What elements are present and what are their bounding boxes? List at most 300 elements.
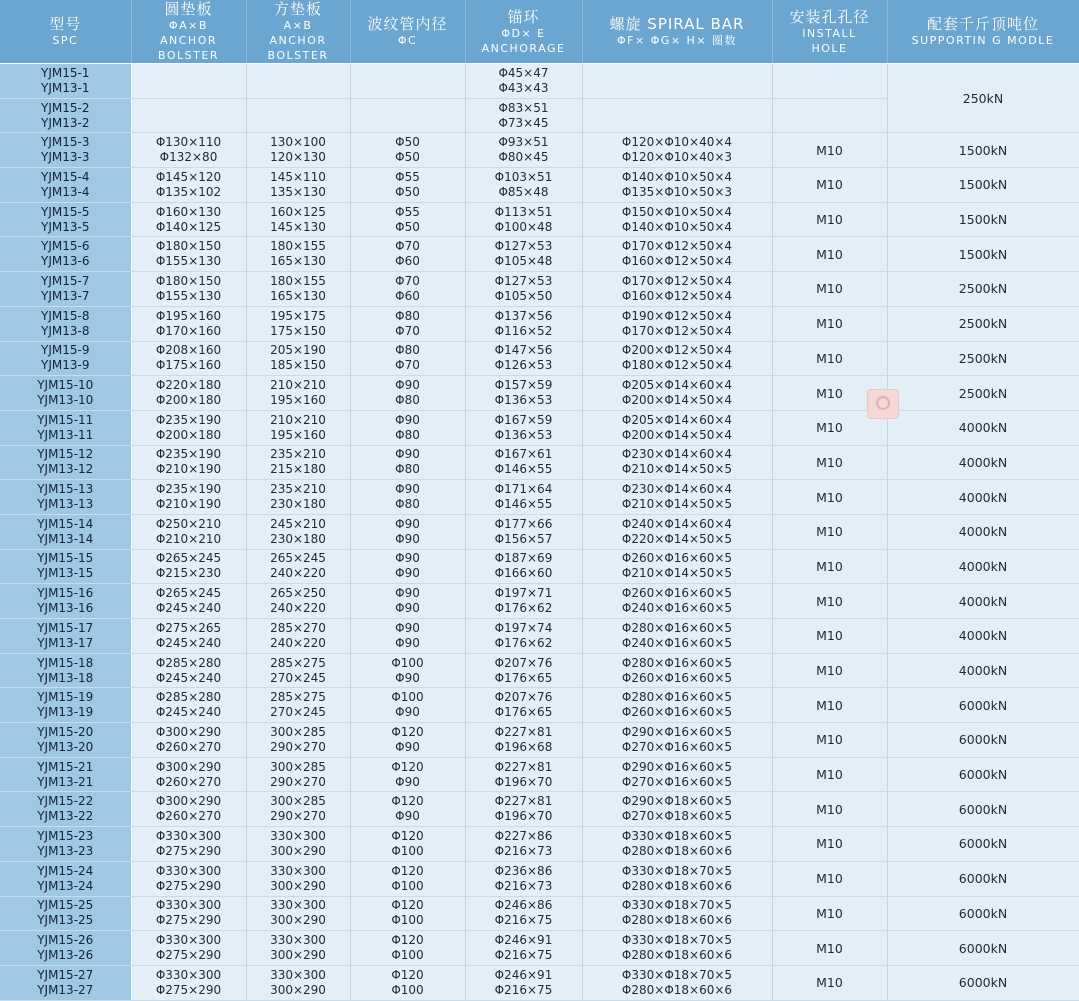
- header-round-plate-formula: ΦA×B: [169, 19, 208, 32]
- cell-round-plate: [131, 445, 246, 480]
- cell-square-plate-line: 300×290: [270, 878, 326, 893]
- cell-model-line: YJM15-16: [37, 586, 94, 601]
- cell-anchor-ring: [465, 861, 582, 896]
- cell-anchor-ring-line: Φ196×68: [494, 739, 553, 754]
- cell-square-plate-line: 240×220: [270, 601, 326, 616]
- cell-square-plate-line: 330×300: [270, 967, 326, 982]
- cell-jack: 1500kN: [887, 168, 1079, 203]
- cell-spiral: [582, 237, 772, 272]
- search-icon[interactable]: [867, 389, 899, 419]
- cell-model-line: YJM15-10: [37, 378, 94, 393]
- cell-duct-line: Φ60: [395, 254, 420, 269]
- cell-model-line: YJM13-25: [37, 913, 94, 928]
- cell-round-plate-line: Φ285×280: [155, 655, 222, 670]
- cell-round-plate: [131, 410, 246, 445]
- cell-model: [0, 931, 131, 966]
- cell-square-plate-line: 245×210: [270, 516, 326, 531]
- cell-model-line: YJM15-2: [41, 100, 90, 115]
- cell-square-plate-line: 265×245: [270, 551, 326, 566]
- cell-round-plate-line: Φ275×290: [155, 843, 222, 858]
- cell-round-plate-line: Φ210×210: [155, 531, 222, 546]
- cell-square-plate-line: 300×290: [270, 913, 326, 928]
- cell-duct: [350, 133, 465, 168]
- header-round-plate-cn: 圆垫板: [164, 0, 213, 18]
- cell-spiral-line: Φ330×Φ18×70×5: [621, 933, 733, 948]
- cell-anchor-ring-line: Φ227×86: [494, 828, 553, 843]
- cell-jack: 2500kN: [887, 376, 1079, 411]
- cell-anchor-ring-line: Φ176×65: [494, 670, 553, 685]
- cell-jack: 6000kN: [887, 827, 1079, 862]
- cell-anchor-ring-line: Φ83×51: [498, 100, 549, 115]
- header-anchor-ring-en: ANCHORAGE: [481, 41, 566, 55]
- cell-model: [0, 514, 131, 549]
- cell-square-plate-line: 290×270: [270, 809, 326, 824]
- cell-model: [0, 237, 131, 272]
- cell-square-plate-line: 330×300: [270, 898, 326, 913]
- cell-round-plate: [131, 376, 246, 411]
- cell-round-plate-line: Φ245×240: [155, 670, 222, 685]
- cell-round-plate-line: Φ275×290: [155, 948, 222, 963]
- cell-duct-line: Φ50: [395, 135, 420, 150]
- cell-duct-line: Φ80: [395, 308, 420, 323]
- cell-spiral: [582, 202, 772, 237]
- cell-model: [0, 168, 131, 203]
- cell-install-hole: M10: [772, 306, 887, 341]
- cell-duct: [350, 376, 465, 411]
- cell-duct: [350, 653, 465, 688]
- cell-duct-line: Φ120: [391, 933, 424, 948]
- cell-duct-line: Φ80: [395, 462, 420, 477]
- cell-duct-line: Φ100: [391, 690, 424, 705]
- cell-spiral-line: Φ330×Φ18×70×5: [621, 863, 733, 878]
- header-duct-cn: 波纹管内径: [367, 15, 448, 33]
- cell-duct: [350, 410, 465, 445]
- cell-spiral: [582, 133, 772, 168]
- cell-duct-line: Φ90: [395, 670, 420, 685]
- table-row: [0, 306, 1079, 341]
- cell-round-plate-line: Φ180×150: [155, 239, 222, 254]
- cell-jack: 4000kN: [887, 514, 1079, 549]
- cell-spiral-line: Φ205×Φ14×60×4: [621, 412, 733, 427]
- cell-install-hole: M10: [772, 723, 887, 758]
- cell-jack: 4000kN: [887, 653, 1079, 688]
- cell-jack: 6000kN: [887, 792, 1079, 827]
- cell-install-hole: M10: [772, 896, 887, 931]
- cell-square-plate-line: 180×155: [270, 239, 326, 254]
- cell-round-plate-line: Φ245×240: [155, 705, 222, 720]
- cell-round-plate: [131, 549, 246, 584]
- cell-model-line: YJM15-27: [37, 967, 94, 982]
- cell-square-plate-line: 205×190: [270, 343, 326, 358]
- cell-anchor-ring: [465, 931, 582, 966]
- cell-anchor-ring-line: Φ116×52: [494, 323, 553, 338]
- cell-model-line: YJM13-2: [41, 115, 90, 130]
- header-anchor-ring: [465, 0, 582, 64]
- cell-jack: 4000kN: [887, 445, 1079, 480]
- table-row: [0, 168, 1079, 203]
- cell-square-plate: [246, 272, 350, 307]
- cell-model-line: YJM15-13: [37, 482, 94, 497]
- cell-install-hole: M10: [772, 827, 887, 862]
- cell-duct-line: Φ60: [395, 288, 420, 303]
- cell-spiral-line: Φ200×Φ14×50×4: [621, 427, 733, 442]
- cell-duct: [350, 792, 465, 827]
- cell-model: [0, 64, 131, 99]
- cell-square-plate: [246, 792, 350, 827]
- cell-install-hole: M10: [772, 514, 887, 549]
- cell-install-hole: M10: [772, 480, 887, 515]
- cell-round-plate: [131, 861, 246, 896]
- cell-anchor-ring-line: Φ171×64: [494, 482, 553, 497]
- cell-spiral-line: Φ230×Φ14×60×4: [621, 482, 733, 497]
- cell-duct-line: Φ90: [395, 531, 420, 546]
- cell-duct-line: Φ80: [395, 343, 420, 358]
- cell-anchor-ring-line: Φ113×51: [494, 204, 553, 219]
- cell-install-hole: M10: [772, 584, 887, 619]
- cell-round-plate-line: Φ135×102: [155, 184, 222, 199]
- cell-square-plate-line: 285×275: [270, 690, 326, 705]
- cell-install-hole: M10: [772, 376, 887, 411]
- cell-spiral: [582, 653, 772, 688]
- cell-jack: 1500kN: [887, 202, 1079, 237]
- cell-model-line: YJM13-21: [37, 774, 94, 789]
- cell-spiral-line: Φ200×Φ14×50×4: [621, 393, 733, 408]
- cell-spiral-line: Φ140×Φ10×50×4: [621, 219, 733, 234]
- cell-model-line: YJM15-7: [41, 273, 90, 288]
- header-square-plate-formula: A×B: [283, 19, 313, 32]
- cell-spiral-line: Φ330×Φ18×70×5: [621, 898, 733, 913]
- cell-jack: 250kN: [887, 64, 1079, 133]
- header-install-hole: [772, 0, 887, 64]
- cell-spiral-line: Φ290×Φ16×60×5: [621, 724, 733, 739]
- header-spiral: [582, 0, 772, 64]
- cell-duct: [350, 306, 465, 341]
- cell-duct-line: Φ100: [391, 948, 424, 963]
- header-jack-en: SUPPORTIN G MODLE: [911, 34, 1055, 47]
- cell-model-line: YJM13-9: [41, 358, 90, 373]
- cell-duct-line: Φ80: [395, 497, 420, 512]
- cell-spiral-line: Φ260×Φ16×60×5: [621, 551, 733, 566]
- cell-square-plate-line: 330×300: [270, 933, 326, 948]
- cell-square-plate: [246, 306, 350, 341]
- cell-square-plate: [246, 202, 350, 237]
- table-row: [0, 514, 1079, 549]
- cell-square-plate: [246, 896, 350, 931]
- cell-square-plate: [246, 619, 350, 654]
- cell-spiral-line: Φ200×Φ12×50×4: [621, 343, 733, 358]
- cell-duct: [350, 896, 465, 931]
- cell-duct: [350, 965, 465, 1000]
- cell-anchor-ring-line: Φ147×56: [494, 343, 553, 358]
- cell-duct-line: Φ70: [395, 239, 420, 254]
- cell-round-plate-line: Φ250×210: [155, 516, 222, 531]
- cell-round-plate-line: Φ200×180: [155, 427, 222, 442]
- cell-model: [0, 792, 131, 827]
- cell-model: [0, 98, 131, 133]
- cell-round-plate-line: Φ260×270: [155, 774, 222, 789]
- cell-round-plate-line: Φ235×190: [155, 447, 222, 462]
- table-row: [0, 827, 1079, 862]
- cell-duct-line: Φ90: [395, 516, 420, 531]
- cell-anchor-ring-line: Φ80×45: [498, 150, 549, 165]
- cell-square-plate: [246, 653, 350, 688]
- cell-round-plate: [131, 202, 246, 237]
- cell-anchor-ring-line: Φ207×76: [494, 655, 553, 670]
- cell-square-plate-line: 330×300: [270, 828, 326, 843]
- cell-square-plate-line: 290×270: [270, 774, 326, 789]
- cell-jack: 6000kN: [887, 931, 1079, 966]
- cell-duct-line: Φ90: [395, 551, 420, 566]
- table-row: [0, 896, 1079, 931]
- cell-round-plate-line: Φ300×290: [155, 724, 222, 739]
- cell-spiral-line: Φ140×Φ10×50×4: [621, 169, 733, 184]
- cell-round-plate-line: Φ265×245: [155, 586, 222, 601]
- cell-duct-line: Φ55: [395, 204, 420, 219]
- cell-anchor-ring: [465, 688, 582, 723]
- cell-model: [0, 410, 131, 445]
- cell-jack: 4000kN: [887, 584, 1079, 619]
- cell-round-plate-line: Φ220×180: [155, 378, 222, 393]
- cell-duct: [350, 202, 465, 237]
- cell-anchor-ring-line: Φ85×48: [498, 184, 549, 199]
- cell-anchor-ring: [465, 480, 582, 515]
- cell-model-line: YJM15-23: [37, 828, 94, 843]
- cell-duct: [350, 98, 465, 133]
- cell-duct-line: Φ90: [395, 774, 420, 789]
- cell-square-plate-line: 300×285: [270, 724, 326, 739]
- cell-round-plate-line: Φ210×190: [155, 497, 222, 512]
- cell-spiral-line: Φ280×Φ16×60×5: [621, 655, 733, 670]
- cell-model-line: YJM13-10: [37, 393, 94, 408]
- cell-duct-line: Φ90: [395, 482, 420, 497]
- cell-model-line: YJM13-23: [37, 843, 94, 858]
- cell-model: [0, 133, 131, 168]
- cell-model-line: YJM15-11: [37, 412, 94, 427]
- cell-spiral-line: Φ160×Φ12×50×4: [621, 288, 733, 303]
- cell-spiral-line: Φ270×Φ18×60×5: [621, 809, 733, 824]
- header-model: [0, 0, 131, 64]
- cell-anchor-ring-line: Φ126×53: [494, 358, 553, 373]
- cell-square-plate-line: 215×180: [270, 462, 326, 477]
- table-row: [0, 202, 1079, 237]
- header-jack-cn: 配套千斤顶吨位: [926, 15, 1039, 33]
- cell-model-line: YJM15-14: [37, 516, 94, 531]
- header-square-plate-en2: BOLSTER: [267, 49, 329, 62]
- cell-model-line: YJM15-12: [37, 447, 94, 462]
- cell-duct-line: Φ120: [391, 759, 424, 774]
- cell-spiral-line: Φ205×Φ14×60×4: [621, 378, 733, 393]
- cell-round-plate-line: Φ330×300: [155, 933, 222, 948]
- cell-install-hole: M10: [772, 410, 887, 445]
- header-duct-en: ΦC: [397, 34, 418, 47]
- cell-square-plate-line: 230×180: [270, 497, 326, 512]
- cell-round-plate: [131, 168, 246, 203]
- cell-anchor-ring: [465, 619, 582, 654]
- cell-round-plate-line: Φ245×240: [155, 601, 222, 616]
- cell-round-plate-line: Φ260×270: [155, 809, 222, 824]
- cell-duct: [350, 64, 465, 99]
- cell-model: [0, 584, 131, 619]
- cell-square-plate: [246, 341, 350, 376]
- cell-anchor-ring-line: Φ197×74: [494, 620, 553, 635]
- cell-jack: 2500kN: [887, 341, 1079, 376]
- cell-round-plate-line: Φ155×130: [155, 254, 222, 269]
- cell-duct: [350, 237, 465, 272]
- cell-anchor-ring-line: Φ216×73: [494, 878, 553, 893]
- cell-square-plate-line: 180×155: [270, 273, 326, 288]
- cell-square-plate: [246, 133, 350, 168]
- cell-spiral: [582, 549, 772, 584]
- cell-model-line: YJM15-1: [41, 65, 90, 80]
- cell-install-hole: M10: [772, 549, 887, 584]
- cell-model-line: YJM13-1: [41, 80, 90, 95]
- table-row: [0, 931, 1079, 966]
- cell-square-plate: [246, 376, 350, 411]
- header-square-plate: [246, 0, 350, 64]
- cell-square-plate-line: 135×130: [270, 184, 326, 199]
- cell-duct-line: Φ50: [395, 184, 420, 199]
- cell-anchor-ring-line: Φ197×71: [494, 586, 553, 601]
- cell-spiral: [582, 688, 772, 723]
- cell-model-line: YJM13-6: [41, 254, 90, 269]
- cell-round-plate-line: Φ330×300: [155, 967, 222, 982]
- cell-install-hole: M10: [772, 133, 887, 168]
- cell-anchor-ring: [465, 168, 582, 203]
- cell-round-plate: [131, 272, 246, 307]
- cell-spiral: [582, 376, 772, 411]
- cell-round-plate-line: Φ145×120: [155, 169, 222, 184]
- cell-anchor-ring-line: Φ227×81: [494, 724, 553, 739]
- cell-model: [0, 757, 131, 792]
- cell-duct-line: Φ90: [395, 705, 420, 720]
- cell-round-plate-line: Φ275×290: [155, 982, 222, 997]
- cell-model: [0, 306, 131, 341]
- cell-round-plate: [131, 237, 246, 272]
- cell-model-line: YJM13-26: [37, 948, 94, 963]
- cell-model: [0, 445, 131, 480]
- cell-anchor-ring: [465, 202, 582, 237]
- cell-model-line: YJM13-4: [41, 184, 90, 199]
- cell-install-hole: M10: [772, 272, 887, 307]
- cell-anchor-ring-line: Φ167×59: [494, 412, 553, 427]
- cell-model: [0, 827, 131, 862]
- cell-spiral: [582, 410, 772, 445]
- cell-anchor-ring-line: Φ156×57: [494, 531, 553, 546]
- cell-square-plate-line: 270×245: [270, 670, 326, 685]
- cell-anchor-ring: [465, 965, 582, 1000]
- cell-model: [0, 723, 131, 758]
- cell-model-line: YJM15-4: [41, 169, 90, 184]
- header-row: [0, 0, 1079, 64]
- cell-model-line: YJM15-8: [41, 308, 90, 323]
- cell-round-plate: [131, 306, 246, 341]
- cell-spiral-line: Φ220×Φ14×50×5: [621, 531, 733, 546]
- cell-square-plate-line: 195×160: [270, 393, 326, 408]
- cell-model-line: YJM15-17: [37, 620, 94, 635]
- cell-spiral-line: Φ270×Φ16×60×5: [621, 739, 733, 754]
- cell-duct: [350, 688, 465, 723]
- cell-model-line: YJM13-7: [41, 288, 90, 303]
- cell-model-line: YJM13-20: [37, 739, 94, 754]
- header-duct: [350, 0, 465, 64]
- cell-duct-line: Φ90: [395, 739, 420, 754]
- cell-anchor-ring-line: Φ176×62: [494, 635, 553, 650]
- cell-square-plate: [246, 827, 350, 862]
- cell-anchor-ring: [465, 133, 582, 168]
- cell-spiral: [582, 480, 772, 515]
- cell-square-plate: [246, 688, 350, 723]
- cell-round-plate: [131, 341, 246, 376]
- cell-anchor-ring: [465, 64, 582, 99]
- cell-round-plate-line: Φ208×160: [155, 343, 222, 358]
- cell-square-plate: [246, 64, 350, 99]
- cell-duct-line: Φ90: [395, 635, 420, 650]
- cell-square-plate-line: 160×125: [270, 204, 326, 219]
- cell-duct: [350, 549, 465, 584]
- cell-duct-line: Φ120: [391, 863, 424, 878]
- cell-model: [0, 688, 131, 723]
- cell-spiral-line: Φ230×Φ14×60×4: [621, 447, 733, 462]
- cell-model: [0, 965, 131, 1000]
- cell-model-line: YJM15-6: [41, 239, 90, 254]
- cell-anchor-ring-line: Φ207×76: [494, 690, 553, 705]
- cell-spiral-line: Φ330×Φ18×60×5: [621, 828, 733, 843]
- cell-duct: [350, 723, 465, 758]
- cell-square-plate-line: 210×210: [270, 378, 326, 393]
- cell-install-hole: [772, 64, 887, 99]
- cell-model: [0, 480, 131, 515]
- table-row: [0, 792, 1079, 827]
- cell-round-plate-line: Φ132×80: [159, 150, 218, 165]
- cell-square-plate: [246, 445, 350, 480]
- cell-square-plate: [246, 237, 350, 272]
- cell-square-plate-line: 145×130: [270, 219, 326, 234]
- cell-duct-line: Φ120: [391, 898, 424, 913]
- cell-spiral: [582, 965, 772, 1000]
- cell-anchor-ring-line: Φ177×66: [494, 516, 553, 531]
- cell-duct-line: Φ90: [395, 566, 420, 581]
- table-row: [0, 64, 1079, 99]
- cell-spiral: [582, 98, 772, 133]
- cell-model-line: YJM15-15: [37, 551, 94, 566]
- cell-spiral-line: Φ120×Φ10×40×4: [621, 135, 733, 150]
- cell-anchor-ring-line: Φ196×70: [494, 809, 553, 824]
- cell-spiral-line: Φ135×Φ10×50×3: [621, 184, 733, 199]
- cell-spiral: [582, 896, 772, 931]
- cell-spiral: [582, 341, 772, 376]
- cell-round-plate: [131, 64, 246, 99]
- cell-duct: [350, 861, 465, 896]
- table-row: [0, 480, 1079, 515]
- cell-install-hole: M10: [772, 237, 887, 272]
- cell-jack: 4000kN: [887, 619, 1079, 654]
- cell-anchor-ring-line: Φ93×51: [498, 135, 549, 150]
- header-round-plate-en1: ANCHOR: [159, 34, 217, 47]
- cell-anchor-ring: [465, 757, 582, 792]
- cell-anchor-ring-line: Φ216×75: [494, 982, 553, 997]
- cell-square-plate: [246, 931, 350, 966]
- cell-jack: 2500kN: [887, 272, 1079, 307]
- cell-duct-line: Φ100: [391, 655, 424, 670]
- cell-spiral-line: Φ260×Φ16×60×5: [621, 586, 733, 601]
- cell-round-plate: [131, 688, 246, 723]
- header-round-plate-en2: BOLSTER: [158, 49, 219, 62]
- cell-square-plate-line: 235×210: [270, 482, 326, 497]
- cell-duct-line: Φ100: [391, 843, 424, 858]
- cell-model-line: YJM13-11: [37, 427, 94, 442]
- cell-square-plate-line: 265×250: [270, 586, 326, 601]
- cell-square-plate: [246, 757, 350, 792]
